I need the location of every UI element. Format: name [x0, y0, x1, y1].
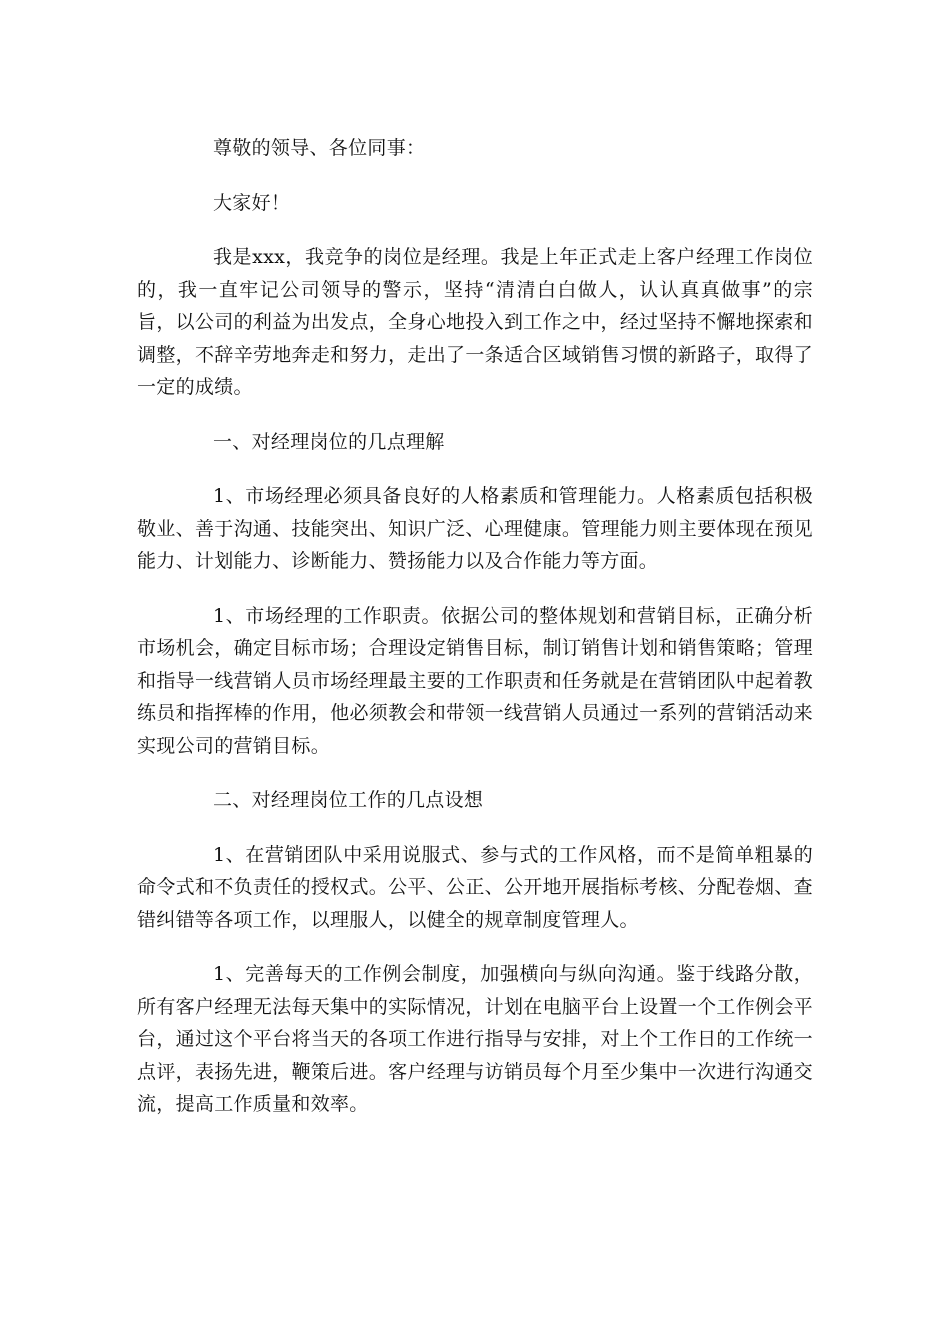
intro-paragraph: 我是xxx，我竞争的岗位是经理。我是上年正式走上客户经理工作岗位的，我一直牢记公司领导的警示，坚持“清清白白做人，认认真真做事”的宗旨，以公司的利益为出发点，全身心地投入到工作之中，经过坚持不懈地探索和调整，不辞辛劳地奔走和努力，走出了一条适合区域销售习惯的新路子，取得了一定的成绩。 [137, 246, 813, 398]
paragraph-gap [137, 936, 813, 958]
section-1-item-1: 1、市场经理必须具备良好的人格素质和管理能力。人格素质包括积极敬业、善于沟通、技能突出、知识广泛、心理健康。管理能力则主要体现在预见能力、计划能力、诊断能力、赞扬能力以及合作能力等方面。 [137, 485, 813, 572]
section-2-item-1: 1、在营销团队中采用说服式、参与式的工作风格，而不是简单粗暴的命令式和不负责任的授权式。公平、公正、公开地开展指标考核、分配卷烟、查错纠错等各项工作，以理服人，以健全的规章制度管理人。 [137, 843, 813, 931]
paragraph-gap [137, 578, 813, 600]
section-heading-1: 一、对经理岗位的几点理解 [213, 430, 445, 453]
document-body [137, 132, 813, 1121]
section-heading-2: 二、对经理岗位工作的几点设想 [213, 789, 484, 811]
paragraph-gap [137, 219, 813, 241]
paragraph-gap [137, 762, 813, 784]
salutation: 尊敬的领导、各位同事： [213, 137, 426, 159]
section-2-item-2: 1、完善每天的工作例会制度，加强横向与纵向沟通。鉴于线路分散，所有客户经理无法每天集中的实际情况，计划在电脑平台上设置一个工作例会平台，通过这个平台将当天的各项工作进行指导与安排，对上个工作日的工作统一点评，表扬先进，鞭策后进。客户经理与访销员每个月至少集中一次进行沟通交流，提高工作质量和效率。 [137, 963, 813, 1115]
paragraph-gap [137, 165, 813, 187]
section-1-item-2: 1、市场经理的工作职责。依据公司的整体规划和营销目标，正确分析市场机会，确定目标市场；合理设定销售目标，制订销售计划和销售策略；管理和指导一线营销人员市场经理最主要的工作职责和任务就是在营销团队中起着教练员和指挥棒的作用，他必须教会和带领一线营销人员通过一系列的营销活动来实现公司的营销目标。 [137, 604, 813, 757]
paragraph-gap [137, 404, 813, 426]
paragraph-gap [137, 817, 813, 839]
greeting: 大家好！ [213, 191, 291, 214]
paragraph-gap [137, 458, 813, 480]
